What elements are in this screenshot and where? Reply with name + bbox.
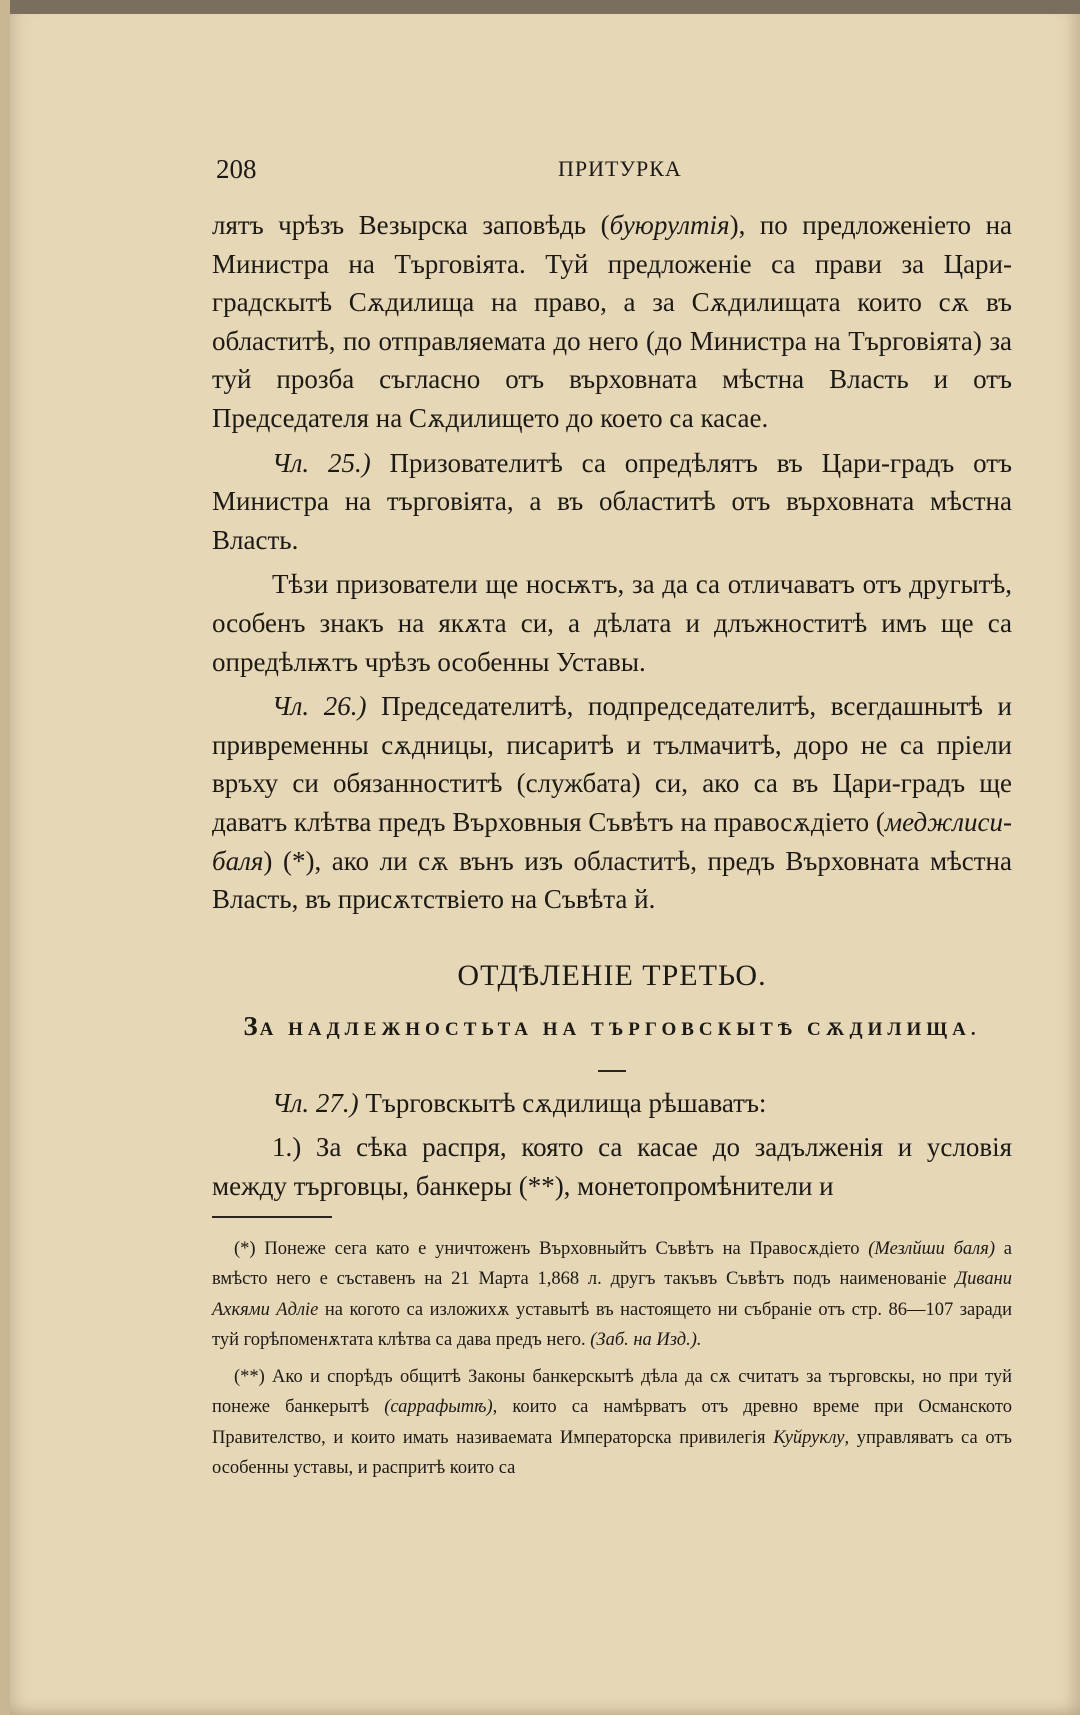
footnotes (212, 1234, 1012, 1484)
text-run: ), по предложеніето на Министра на Търговіята. Туй предложеніе са прави за Цари-градскытѣ Сѫдилища на право, а за Сѫдилищата които сѫ въ областитѣ, по отправляемата до него (до Министра на Търговіята) за туй прозба съгласно отъ върховната мѣстна Власть и отъ Председателя на Сѫдилището до което са касае. (212, 210, 1012, 433)
paragraph-group-1 (212, 206, 1012, 919)
text-run: (*) Понеже сега като е уничтоженъ Върховныйтъ Съвѣтъ на Правосѫдіето (234, 1238, 869, 1259)
paragraph (212, 1084, 1012, 1123)
text-run: а вмѣсто него е съставенъ на 21 Марта 1,868 л. другъ такъвъ Съвѣтъ подъ наименованіе (212, 1238, 1012, 1290)
text-run: Председателитѣ, подпредседателитѣ, всегдашнытѣ и привременны сѫдницы, писаритѣ и тълмачитѣ, доро не са пріели връху си обязанноститѣ (службата) си, ако са въ Цари-градъ ще даватъ клѣтва предъ Върховныя Съвѣтъ на правосѫдіето ( (212, 691, 1012, 837)
page-edge-left (0, 0, 10, 1715)
text-run: на когото са изложихѫ уставытѣ въ настоящето ни събраніе отъ стр. 86—107 заради туй горѣпоменѫтата клѣтва са дава предъ него. (212, 1299, 1012, 1351)
text-run: (**) Ако и спорѣдъ общитѣ Законы банкерскытѣ дѣла да сѫ считатъ за търговскы, но при туй понеже банкерытѣ (212, 1366, 1012, 1418)
main-text (212, 206, 1012, 1206)
footnote (212, 1234, 1012, 1356)
page-edge-top (0, 0, 1080, 14)
paragraph (212, 687, 1012, 919)
paragraph (212, 1128, 1012, 1205)
footnote-rule (212, 1216, 332, 1218)
italic-text: (Заб. на Изд.). (590, 1330, 702, 1351)
running-header (212, 150, 1012, 192)
running-title: ПРИТУРКА (558, 156, 682, 181)
paragraph (212, 206, 1012, 438)
italic-text: Чл. 25.) (272, 447, 371, 478)
text-run: 1.) За сѣка распря, която са касае до задълженія и условія между търговцы, банкеры (**), монетопромѣнители и (212, 1132, 1012, 1202)
paragraph (212, 565, 1012, 681)
italic-text: Дивани Ахкями Адліе (212, 1269, 1012, 1320)
italic-text: Чл. 26.) (272, 691, 367, 722)
section-title: ОТДѢЛЕНІЕ ТРЕТЬО. (457, 958, 767, 992)
italic-text: меджлиси-баля (212, 806, 1012, 876)
text-run: Тѣзи призователи ще носѭтъ, за да са отличаватъ отъ другытѣ, особенъ знакъ на якѫта си, а дѣлата и длъжноститѣ имъ ще са опредѣлѭтъ чрѣзъ особенны Уставы. (212, 569, 1012, 677)
page-number: 208 (216, 154, 257, 184)
text-run: Търговскытѣ сѫдилища рѣшаватъ: (358, 1087, 767, 1118)
subtitle-initial: З (243, 1011, 260, 1042)
page-content (212, 150, 1012, 1484)
text-run: , които са намѣрватъ отъ древно време при Османското Правителство, и които имать називаемата Императорска привилегія (212, 1397, 1012, 1448)
italic-text: Чл. 27.) (272, 1087, 359, 1118)
italic-text: (саррафытѣ) (384, 1397, 493, 1418)
italic-text: Куйруклу (773, 1427, 845, 1448)
section-dash (598, 1070, 626, 1072)
text-run: лятъ чрѣзъ Везырска заповѣдь ( (212, 210, 610, 240)
footnote (212, 1362, 1012, 1484)
italic-text: (Мезлйши баля) (868, 1238, 995, 1259)
section-subtitle (212, 1007, 1012, 1050)
subtitle-text: А НАДЛЕЖНОСТЬТА НА ТЪРГОВСКЫТѢ СѪДИЛИЩА. (259, 1019, 981, 1041)
text-run: Призователитѣ са опредѣлятъ въ Цари-градъ отъ Министра на търговіята, а въ областитѣ отъ върховната мѣстна Власть. (212, 447, 1012, 555)
text-run: , управляватъ са отъ особенны уставы, и распритѣ които са (212, 1427, 1012, 1479)
paragraph (212, 444, 1012, 560)
text-run: ) (*), ако ли сѫ вънъ изъ областитѣ, предъ Върховната мѣстна Власть, въ присѫтствіето на Съвѣта й. (212, 845, 1012, 915)
paragraph-group-2 (212, 1084, 1012, 1206)
italic-text: буюрултія (609, 210, 730, 240)
